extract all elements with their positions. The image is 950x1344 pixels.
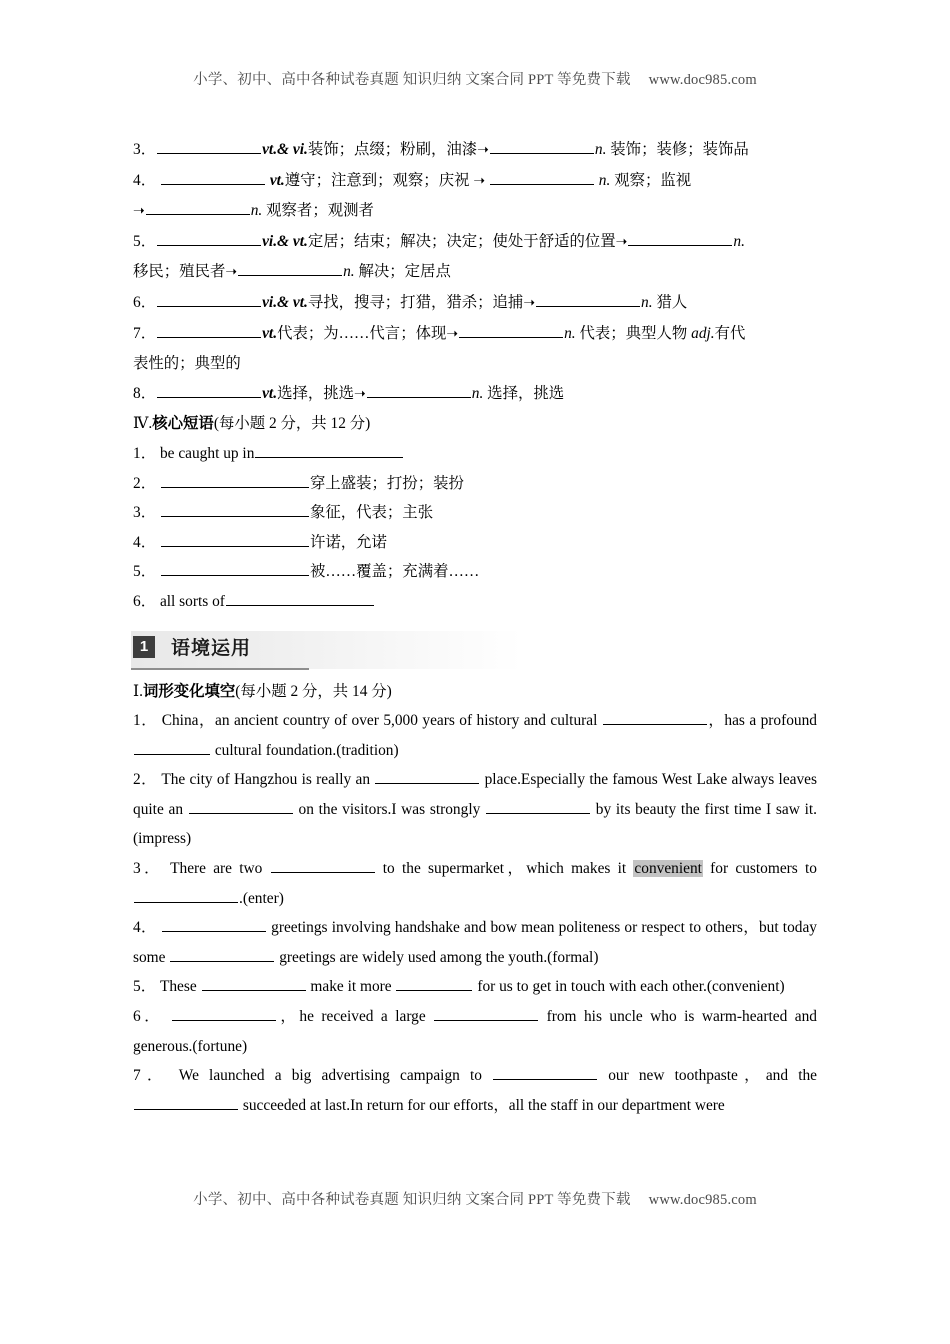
phrase-item-5-number: 5． xyxy=(133,563,157,581)
fill-item-3 xyxy=(133,854,817,913)
fill-item-3-text-b: to the supermarket，which makes it xyxy=(375,860,634,878)
fill-item-5-blank-1[interactable] xyxy=(202,976,306,992)
fill-item-5-number: 5． xyxy=(133,978,157,996)
word-item-6-gloss-1: 寻找，搜寻；打猎，猎杀；追捕 xyxy=(307,293,524,311)
fill-item-2 xyxy=(133,765,817,854)
word-item-3-blank-2[interactable] xyxy=(490,138,594,154)
phrase-item-6-lead: all sorts of xyxy=(159,592,225,610)
fill-item-6-number: 6． xyxy=(133,1008,164,1026)
header-site-url: www.doc985.com xyxy=(648,72,757,88)
fill-item-4-number: 4． xyxy=(133,919,157,937)
word-item-4-blank-2[interactable] xyxy=(490,169,594,185)
arrow-icon: ➝ xyxy=(354,386,366,402)
fill-item-4-text-a: greetings involving handshake and bow mean politeness or respect to others，but today some xyxy=(133,919,818,966)
word-item-8 xyxy=(133,379,817,410)
fill-item-3-text-c: for customers to xyxy=(702,860,817,878)
fill-section-name: 词形变化填空 xyxy=(142,682,236,700)
fill-item-6 xyxy=(133,1002,817,1061)
phrase-item-2 xyxy=(133,469,817,499)
word-item-3-pos-1: vt.& vi. xyxy=(262,141,308,158)
word-item-6-gloss-2: 猎人 xyxy=(656,293,688,311)
word-item-4-cont xyxy=(133,196,817,227)
word-item-7-gloss-3: 表性的；典型的 xyxy=(133,355,241,373)
phrase-item-5 xyxy=(133,557,817,587)
word-item-7: 7． vt.代表；为……代言；体现➝ n. 代表；典型人物 adj.有代 xyxy=(133,319,817,350)
arrow-icon: ➝ xyxy=(477,143,489,158)
word-item-8-gloss-2: 选择，挑选 xyxy=(487,384,565,402)
fill-item-1 xyxy=(133,706,817,765)
arrow-icon: ➝ xyxy=(615,234,628,250)
phrase-item-1-number: 1． xyxy=(133,444,157,462)
phrase-section-roman: Ⅳ. xyxy=(133,415,153,433)
fill-item-6-text-b: from his uncle who is warm-hearted and generous.(fortune) xyxy=(133,1008,817,1055)
phrase-item-5-blank[interactable] xyxy=(161,561,309,577)
word-item-6-pos-2: n. xyxy=(641,293,653,311)
phrase-item-2-blank[interactable] xyxy=(161,472,309,488)
footer-promo-text: 小学、初中、高中各种试卷真题 知识归纳 文案合同 PPT 等免费下载 xyxy=(193,1192,631,1208)
word-item-3-gloss-1: 装饰；点缀；粉刷，油漆 xyxy=(307,141,478,158)
word-item-5-pos-1: vi.& vt. xyxy=(262,232,308,250)
fill-item-1-blank-1[interactable] xyxy=(603,709,707,725)
fill-item-2-text-c: on the visitors.I was strongly xyxy=(293,800,486,818)
word-item-3-pos-2: n. xyxy=(594,141,607,158)
word-item-5-number: 5． xyxy=(133,232,157,250)
fill-item-7 xyxy=(133,1061,817,1120)
word-item-4-pos-1: vt. xyxy=(269,171,285,189)
fill-item-2-number: 2． xyxy=(133,771,157,789)
word-item-7-pos-1: vt. xyxy=(262,324,278,342)
page-header-runner xyxy=(0,68,950,89)
fill-item-1-text-b: ，has a profound xyxy=(707,712,817,730)
arrow-icon: ➝ xyxy=(225,265,238,281)
footer-site-url: www.doc985.com xyxy=(648,1192,757,1208)
fill-item-1-number: 1． xyxy=(133,712,158,730)
fill-item-4-text-b: greetings are widely used among the youth.(formal) xyxy=(275,948,599,966)
word-item-7-gloss-2: 代表；典型人物 xyxy=(579,324,688,342)
section-number-badge: 1 xyxy=(133,636,155,658)
arrow-icon: ➝ xyxy=(133,204,145,220)
fill-item-2-text-d: by its beauty the first time I saw it.(impress) xyxy=(133,800,817,848)
fill-item-2-blank-3[interactable] xyxy=(486,798,590,814)
word-item-3 xyxy=(133,135,817,166)
phrase-item-3-blank[interactable] xyxy=(161,502,309,518)
fill-item-2-blank-2[interactable] xyxy=(189,798,293,814)
fill-item-6-text-a: ，he received a large xyxy=(276,1008,434,1026)
arrow-icon: ➝ xyxy=(473,173,486,189)
phrase-item-1 xyxy=(133,439,817,469)
phrase-item-6 xyxy=(133,587,817,617)
word-item-4-number: 4． xyxy=(133,171,157,189)
word-item-8-pos-2: n. xyxy=(471,384,484,402)
word-item-4-pos-3: n. xyxy=(250,202,263,220)
fill-item-4-blank-1[interactable] xyxy=(162,917,266,933)
phrase-section-name: 核心短语 xyxy=(152,415,214,433)
fill-section-score: (每小题 2 分，共 14 分) xyxy=(235,682,392,700)
phrase-item-6-blank[interactable] xyxy=(226,590,374,606)
page-footer-runner xyxy=(0,1188,950,1209)
content-column xyxy=(133,135,817,1120)
word-item-4-blank-1[interactable] xyxy=(161,169,265,185)
word-item-8-gloss-1: 选择，挑选 xyxy=(277,384,355,402)
phrase-item-5-gloss: 被……覆盖；充满着…… xyxy=(309,563,480,581)
word-item-7-blank-1[interactable] xyxy=(157,322,261,338)
phrase-item-2-gloss: 穿上盛装；打扮；装扮 xyxy=(309,474,464,492)
fill-item-5-text-a: These xyxy=(159,978,201,996)
word-item-3-gloss-2: 装饰；装修；装饰品 xyxy=(610,141,749,158)
word-item-7-cont xyxy=(133,349,817,379)
fill-item-1-text-a: China，an ancient country of over 5,000 years of history and cultural xyxy=(161,712,602,730)
fill-item-7-blank-2[interactable] xyxy=(134,1094,238,1110)
word-item-6-blank-2[interactable] xyxy=(536,291,640,307)
header-promo-text: 小学、初中、高中各种试卷真题 知识归纳 文案合同 PPT 等免费下载 xyxy=(193,72,631,88)
word-item-8-number: 8． xyxy=(133,384,157,402)
word-item-5-blank-2[interactable] xyxy=(628,230,732,246)
fill-item-1-text-c: cultural foundation.(tradition) xyxy=(211,741,399,759)
fill-item-2-text-a: The city of Hangzhou is really an xyxy=(161,771,375,789)
phrase-item-6-number: 6． xyxy=(133,592,157,610)
word-item-4-gloss-1: 遵守；注意到；观察；庆祝 xyxy=(284,171,470,189)
fill-item-6-blank-2[interactable] xyxy=(434,1005,538,1021)
phrase-item-4-blank[interactable] xyxy=(161,531,309,547)
word-item-6-blank-1[interactable] xyxy=(157,291,261,307)
word-item-5-cont xyxy=(133,257,817,288)
word-item-5-pos-3: n. xyxy=(343,263,355,281)
word-item-7-blank-2[interactable] xyxy=(459,322,563,338)
word-item-4-blank-3[interactable] xyxy=(146,200,250,216)
fill-section-heading xyxy=(133,677,817,707)
phrase-item-2-number: 2． xyxy=(133,474,157,492)
fill-item-7-number: 7． xyxy=(133,1067,169,1085)
word-item-4-gloss-2: 观察；监视 xyxy=(614,171,692,189)
word-item-3-number: 3． xyxy=(133,141,157,158)
fill-item-5-text-b: make it more xyxy=(306,978,396,996)
word-item-6 xyxy=(133,288,817,319)
fill-item-1-blank-2[interactable] xyxy=(134,739,210,755)
word-item-7-number: 7． xyxy=(133,324,157,342)
phrase-item-4-gloss: 许诺，允诺 xyxy=(309,533,387,551)
word-item-7-pos-3: adj. xyxy=(691,324,715,342)
word-item-6-number: 6． xyxy=(133,293,157,311)
fill-item-3-blank-1[interactable] xyxy=(271,857,375,873)
word-item-8-blank-2[interactable] xyxy=(367,382,471,398)
fill-item-3-blank-2[interactable] xyxy=(134,887,238,903)
section-banner-title: 语境运用 xyxy=(171,637,252,659)
arrow-icon: ➝ xyxy=(523,295,536,311)
fill-item-5-text-c: for us to get in touch with each other.(convenient) xyxy=(473,978,785,996)
fill-item-6-blank-1[interactable] xyxy=(172,1005,276,1021)
word-item-8-pos-1: vt. xyxy=(262,384,278,402)
fill-item-7-text-a: We launched a big advertising campaign to xyxy=(178,1067,493,1085)
section-banner-underline xyxy=(131,668,309,670)
word-item-7-pos-2: n. xyxy=(564,324,576,342)
arrow-icon: ➝ xyxy=(446,326,459,342)
fill-item-3-text-d: .(enter) xyxy=(239,889,284,907)
word-item-5-gloss-1: 定居；结束；解决；决定；使处于舒适的位置 xyxy=(307,232,616,250)
fill-item-4-blank-2[interactable] xyxy=(170,946,274,962)
word-item-4 xyxy=(133,166,817,197)
word-item-5 xyxy=(133,227,817,258)
fill-item-3-number: 3． xyxy=(133,860,163,878)
word-item-5-pos-2: n. xyxy=(733,232,745,250)
fill-item-2-blank-1[interactable] xyxy=(375,769,479,785)
fill-item-3-text-a: There are two xyxy=(170,860,270,878)
fill-item-7-blank-1[interactable] xyxy=(493,1065,597,1081)
fill-item-4 xyxy=(133,913,817,972)
word-item-7-gloss-1: 代表；为……代言；体现 xyxy=(277,324,447,342)
word-item-5-blank-3[interactable] xyxy=(238,261,342,277)
phrase-item-3 xyxy=(133,498,817,528)
phrase-item-3-number: 3． xyxy=(133,504,157,522)
phrase-section-heading xyxy=(133,409,817,439)
phrase-item-4-number: 4． xyxy=(133,533,157,551)
phrase-section-score: (每小题 2 分，共 12 分) xyxy=(213,415,371,433)
phrase-item-1-lead: be caught up in xyxy=(159,444,255,462)
word-item-5-gloss-2: 移民；殖民者 xyxy=(133,263,226,281)
word-item-8-blank-1[interactable] xyxy=(157,382,261,398)
section-banner xyxy=(133,633,817,667)
phrase-item-4 xyxy=(133,528,817,558)
fill-item-5-blank-2[interactable] xyxy=(396,976,472,992)
fill-item-5 xyxy=(133,972,817,1002)
word-item-4-gloss-3: 观察者；观测者 xyxy=(266,202,374,220)
fill-item-7-text-c: succeeded at last.In return for our efforts，all the staff in our department were xyxy=(239,1096,725,1114)
word-item-5-blank-1[interactable] xyxy=(157,230,261,246)
word-item-4-pos-2: n. xyxy=(598,171,611,189)
word-item-3-blank-1[interactable] xyxy=(157,138,261,154)
fill-section-roman: Ⅰ. xyxy=(133,682,143,700)
word-item-5-gloss-3: 解决；定居点 xyxy=(358,263,451,281)
phrase-item-1-blank[interactable] xyxy=(255,442,403,458)
fill-item-2-text-b: place.Especially the famous West Lake always leaves quite an xyxy=(133,771,817,818)
phrase-item-3-gloss: 象征，代表；主张 xyxy=(309,504,434,522)
fill-item-7-text-b: our new toothpaste，and the xyxy=(598,1067,817,1085)
highlighted-word: convenient xyxy=(634,860,702,878)
word-item-6-pos-1: vi.& vt. xyxy=(262,293,308,311)
